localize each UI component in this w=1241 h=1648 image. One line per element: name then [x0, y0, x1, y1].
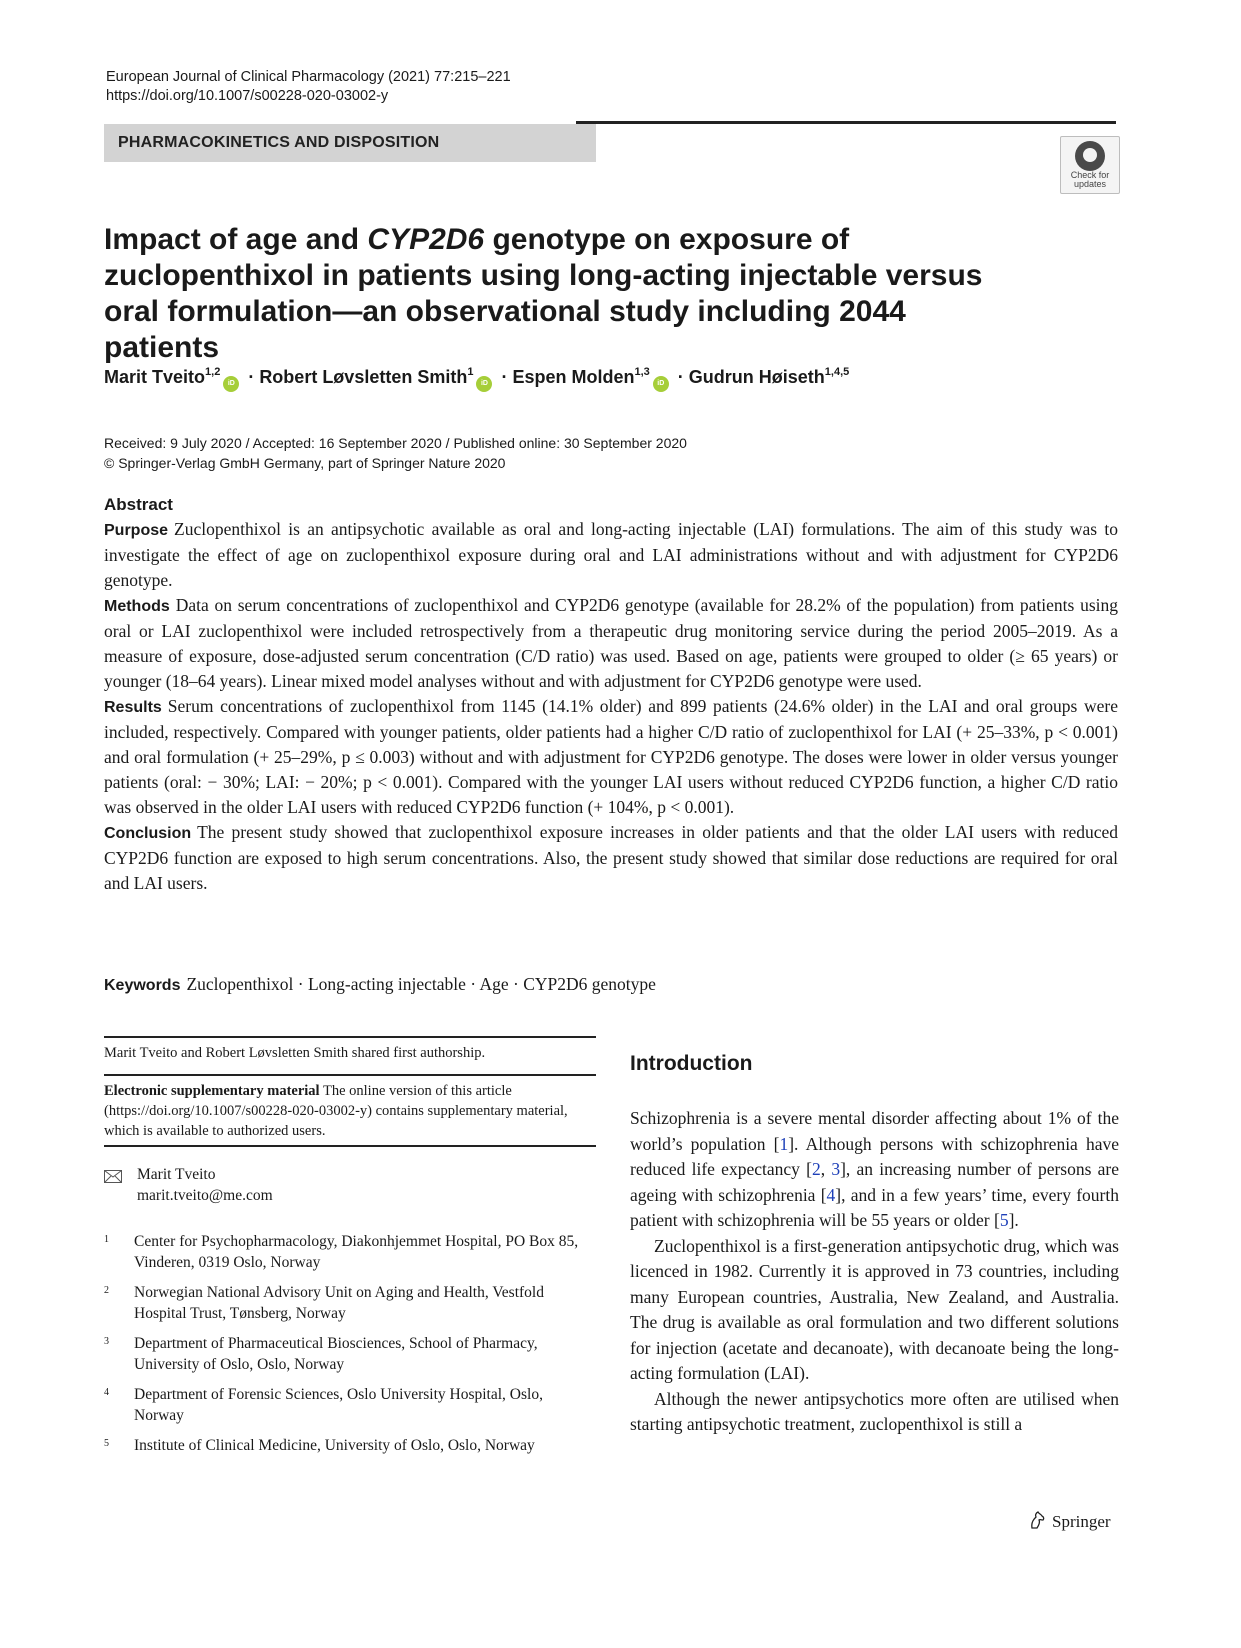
author-name[interactable]: Espen Molden [512, 367, 635, 387]
article-title [104, 222, 1004, 366]
abstract-methods [104, 593, 1118, 694]
contact-email[interactable]: marit.tveito@me.com [137, 1187, 273, 1204]
results-text: Serum concentrations of zuclopenthixol from 1145 (14.1% older) and 899 patients (24.6% older) in the LAI and oral groups were included, respectively. Compared with younger patients, older patients had a higher C/D ratio of zuclopenthixol for LAI (+ 25–33%, p < 0.001) and oral formulation (+ 25–29%, p ≤ 0.003) without and with adjustment for CYP2D6 genotype. The doses were lower in older versus younger patients (oral: − 30%; LAI: − 20%; p < 0.001). Compared with the younger LAI users without reduced CYP2D6 function, a higher C/D ratio was observed in the older LAI users with reduced CYP2D6 function (+ 104%, p < 0.001). [104, 696, 1118, 817]
author-affiliation: 1 [467, 366, 474, 378]
intro-paragraph: Schizophrenia is a severe mental disorder affecting about 1% of the world’s population [1]. Although persons with schizophrenia have reduced life expectancy [2, 3], an increasing number of persons are ageing with schizophrenia [4], and in a few years’ time, every fourth patient with schizophrenia will be 55 years or older [5]. [630, 1108, 1120, 1230]
abstract-heading: Abstract [104, 495, 173, 514]
reference-link[interactable]: 1 [779, 1133, 789, 1154]
esm-text: The online version of this article (https://doi.org/10.1007/s00228-020-03002-y) contains supplementary material, which is available to authorized users. [104, 1083, 568, 1139]
shared-authorship-note: Marit Tveito and Robert Løvsletten Smith shared first authorship. [104, 1045, 486, 1061]
orcid-icon[interactable]: iD [476, 376, 492, 392]
esm-note [104, 1081, 584, 1141]
journal-citation [106, 68, 511, 106]
intro-text: ], and in a few years’ time, every fourth patient with schizophrenia will be 55 years or older [ [630, 1184, 1119, 1230]
footnote-rule [104, 1036, 596, 1038]
intro-text: ]. Although persons with schizophrenia have reduced life expectancy [ [630, 1133, 1119, 1179]
abstract-conclusion [104, 820, 1118, 896]
abstract-purpose [104, 517, 1118, 593]
footnote-rule [104, 1145, 596, 1147]
dates-line: Received: 9 July 2020 / Accepted: 16 September 2020 / Published online: 30 September 2020 [104, 435, 687, 451]
affiliation-text: Institute of Clinical Medicine, University of Oslo, Oslo, Norway [134, 1437, 535, 1454]
introduction-heading: Introduction [630, 1052, 753, 1075]
methods-label: Methods [104, 598, 170, 615]
affiliation [104, 1232, 594, 1273]
intro-text: ], an increasing number of persons are ageing with schizophrenia [ [630, 1159, 1120, 1205]
section-banner [104, 124, 596, 162]
keywords-label: Keywords [104, 977, 181, 994]
orcid-icon[interactable]: iD [223, 376, 239, 392]
affiliation-text: Norwegian National Advisory Unit on Aging and Health, Vestfold Hospital Trust, Tønsberg, Norway [134, 1284, 544, 1322]
title-part: genotype on exposure of zuclopenthixol in patients using long-acting injectable versus oral formulation—an observational study including 2044 patients [104, 223, 983, 364]
affiliation-number: 5 [104, 1438, 109, 1449]
author-separator: · [501, 367, 508, 387]
intro-text: ]. [1008, 1210, 1019, 1230]
affiliation-number: 2 [104, 1285, 109, 1296]
reference-link[interactable]: 2 [811, 1159, 821, 1179]
author-separator: · [248, 367, 255, 387]
reference-link[interactable]: 4 [826, 1184, 836, 1205]
affiliation-number: 4 [104, 1387, 109, 1398]
publisher-name: Springer [1052, 1512, 1111, 1531]
orcid-icon[interactable]: iD [653, 376, 669, 392]
journal-name: European Journal of Clinical Pharmacology (2021) 77:215–221 [106, 69, 511, 85]
envelope-icon [104, 1170, 122, 1188]
section-rule [576, 121, 1116, 124]
intro-paragraph: Although the newer antipsychotics more often are utilised when starting antipsychotic treatment, zuclopenthixol is still a [630, 1388, 1119, 1434]
doi-link[interactable]: https://doi.org/10.1007/s00228-020-03002-y [106, 88, 389, 104]
affiliation [104, 1334, 594, 1375]
intro-text: Schizophrenia is a severe mental disorder affecting about 1% of the world’s population [ [630, 1108, 1119, 1154]
methods-text: Data on serum concentrations of zuclopenthixol and CYP2D6 genotype (available for 28.2% of the population) from patients using oral or LAI zuclopenthixol were included retrospectively from a therapeutic drug monitoring service during the period 2005–2019. As a measure of exposure, dose-adjusted serum concentration (C/D ratio) was used. Based on age, patients were grouped to older (≥ 65 years) or younger (18–64 years). Linear mixed model analyses without and with adjustment for CYP2D6 genotype were used. [104, 595, 1118, 691]
publication-dates [104, 433, 687, 473]
purpose-label: Purpose [104, 522, 169, 539]
reference-link[interactable]: 3 [831, 1159, 841, 1179]
contact-name: Marit Tveito [137, 1166, 216, 1183]
author-affiliation: 1,4,5 [824, 366, 850, 378]
affiliation-text: Center for Psychopharmacology, Diakonhjemmet Hospital, PO Box 85, Vinderen, 0319 Oslo, Norway [134, 1233, 579, 1271]
title-part: Impact of age and [104, 223, 368, 256]
affiliation [104, 1385, 544, 1426]
conclusion-text: The present study showed that zuclopenthixol exposure increases in older patients and that the older LAI users with reduced CYP2D6 function are exposed to high serum concentrations. Also, the present study showed that similar dose reductions are required for oral and LAI users. [104, 822, 1118, 893]
affiliation [104, 1436, 594, 1457]
reference-link[interactable]: 5 [999, 1210, 1009, 1230]
affiliation-number: 1 [104, 1234, 109, 1245]
author-name[interactable]: Gudrun Høiseth [688, 367, 825, 387]
check-updates-label: Check for updates [1070, 170, 1110, 189]
results-label: Results [104, 699, 162, 716]
contact-block [137, 1164, 273, 1206]
title-gene: CYP2D6 [367, 223, 485, 256]
intro-paragraph: Zuclopenthixol is a first-generation antipsychotic drug, which was licenced in 1982. Currently it is approved in 73 countries, including many European countries, Australia, New Zealand, and Australia. The drug is available as oral formulation and two different solutions for injection (acetate and decanoate), with decanoate being the long-acting formulation (LAI). [630, 1235, 1119, 1383]
keywords-text: Zuclopenthixol · Long-acting injectable · Age · CYP2D6 genotype [186, 974, 656, 994]
section-label: PHARMACOKINETICS AND DISPOSITION [118, 134, 440, 151]
author-name[interactable]: Marit Tveito [104, 367, 206, 387]
author-list [104, 366, 849, 392]
esm-label: Electronic supplementary material [104, 1083, 320, 1099]
keywords [104, 972, 656, 998]
abstract-results [104, 694, 1118, 820]
conclusion-label: Conclusion [104, 825, 192, 842]
springer-horse-icon [1028, 1510, 1048, 1530]
check-updates-icon [1075, 141, 1105, 171]
publisher-logo [1028, 1510, 1111, 1532]
affiliation [104, 1283, 594, 1324]
affiliation-text: Department of Forensic Sciences, Oslo University Hospital, Oslo, Norway [134, 1386, 543, 1424]
check-for-updates-badge[interactable] [1060, 136, 1120, 194]
purpose-text: Zuclopenthixol is an antipsychotic available as oral and long-acting injectable (LAI) formulations. The aim of this study was to investigate the effect of age on zuclopenthixol exposure during oral and LAI administrations without and with adjustment for CYP2D6 genotype. [104, 519, 1118, 590]
footnote-rule [104, 1074, 596, 1076]
copyright-line: © Springer-Verlag GmbH Germany, part of Springer Nature 2020 [104, 455, 506, 471]
author-name[interactable]: Robert Løvsletten Smith [259, 367, 468, 387]
affiliation-text: Department of Pharmaceutical Biosciences, School of Pharmacy, University of Oslo, Oslo, Norway [134, 1335, 538, 1373]
author-affiliation: 1,2 [205, 366, 221, 378]
author-separator: · [677, 367, 684, 387]
introduction-body [630, 1106, 1119, 1438]
author-affiliation: 1,3 [634, 366, 650, 378]
affiliation-number: 3 [104, 1336, 109, 1347]
abstract [104, 495, 1118, 896]
